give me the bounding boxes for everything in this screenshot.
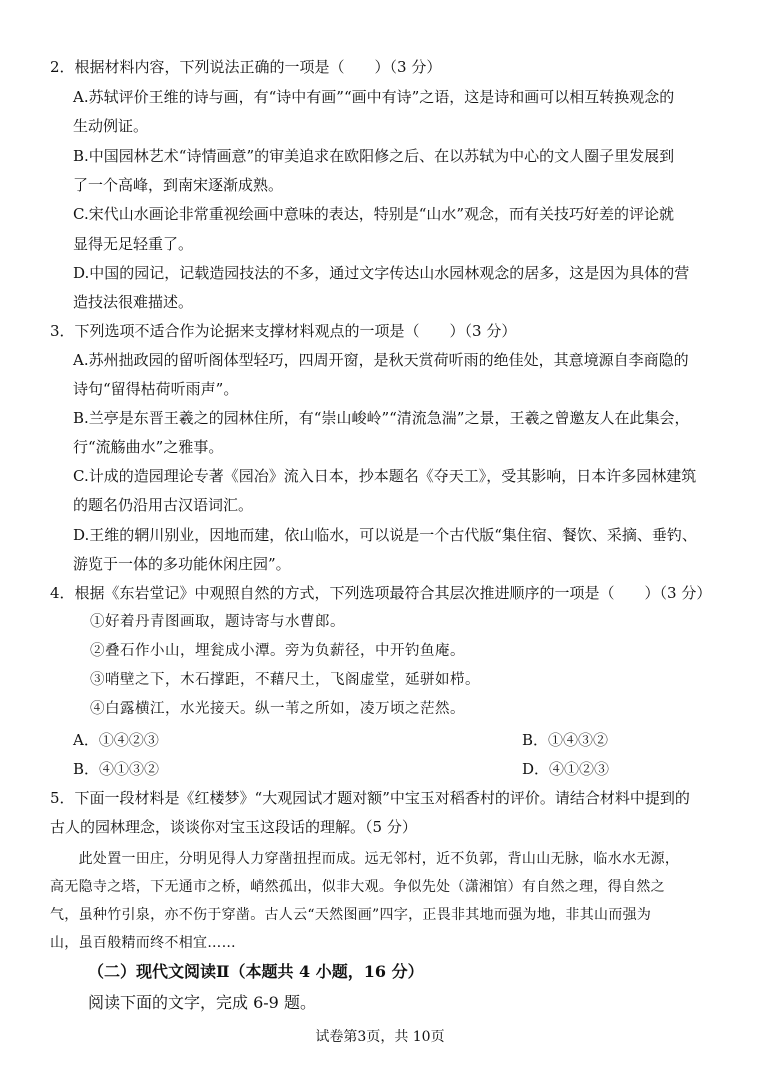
q3-stem: 3．下列选项不适合作为论据来支撑材料观点的一项是（ ）（3 分） <box>50 322 517 340</box>
q2-stem: 2．根据材料内容，下列说法正确的一项是（ ）（3 分） <box>50 58 442 76</box>
q2-option-a-line1: A.苏轼评价王维的诗与画，有“诗中有画”“画中有诗”之语，这是诗和画可以相互转换观念的 <box>73 88 675 106</box>
q2-option-d-line2: 造技法很难描述。 <box>73 293 194 311</box>
page-footer: 试卷第3页，共 10页 <box>315 1029 445 1045</box>
q4-option-b: B．①④③② <box>522 731 609 749</box>
q2-option-d-line1: D.中国的园记，记载造园技法的不多，通过文字传达山水园林观念的居多，这是因为具体的营 <box>73 264 690 282</box>
q4-stem: 4．根据《东岩堂记》中观照自然的方式，下列选项最符合其层次推进顺序的一项是（ ）（3 分） <box>50 584 712 602</box>
section-intro: 阅读下面的文字，完成 6-9 题。 <box>88 993 316 1012</box>
q2-option-c-line2: 显得无足轻重了。 <box>73 235 194 253</box>
q5-passage-line2: 高无隐寺之塔，下无通市之桥，峭然孤出，似非大观。争似先处（潇湘馆）有自然之理，得自然之 <box>50 879 665 895</box>
q4-sentence-2: ②叠石作小山，埋瓮成小潭。旁为负薪径，中开钓鱼庵。 <box>90 643 465 659</box>
q3-option-d-line2: 游览于一体的多功能休闲庄园”。 <box>73 555 291 573</box>
q2-option-b-line1: B.中国园林艺术“诗情画意”的审美追求在欧阳修之后、在以苏轼为中心的文人圈子里发展到 <box>73 147 675 165</box>
q2-option-c-line1: C.宋代山水画论非常重视绘画中意味的表达，特别是“山水”观念，而有关技巧好差的评论就 <box>73 205 675 223</box>
q3-option-d-line1: D.王维的辋川别业，因地而建，依山临水，可以说是一个古代版“集住宿、餐饮、采摘、垂钓、 <box>73 526 697 544</box>
q4-sentence-1: ①好着丹青图画取，题诗寄与水曹郎。 <box>90 614 345 630</box>
section-heading: （二）现代文阅读Ⅱ（本题共 4 小题，16 分） <box>88 962 424 981</box>
q4-sentence-4: ④白露横江，水光接天。纵一苇之所如，凌万顷之茫然。 <box>90 701 465 717</box>
q5-passage-line1: 此处置一田庄，分明见得人力穿凿扭捏而成。远无邻村，近不负郭，背山山无脉，临水水无源， <box>50 851 680 867</box>
q4-sentence-3: ③哨壁之下，木石撑距，不藉尺土，飞阁虚堂，延骈如栉。 <box>90 672 480 688</box>
q4-option-c: B．④①③② <box>73 760 160 778</box>
q3-option-a-line1: A.苏州拙政园的留听阁体型轻巧，四周开窗，是秋天赏荷听雨的绝佳处，其意境源自李商隐的 <box>73 351 689 369</box>
q3-option-b-line2: 行“流觞曲水”之雅事。 <box>73 438 224 456</box>
q5-stem-line2: 古人的园林理念，谈谈你对宝玉这段话的理解。（5 分） <box>50 818 417 836</box>
q2-option-b-line2: 了一个高峰，到南宋逐渐成熟。 <box>73 176 284 194</box>
q4-option-a: A．①④②③ <box>73 731 159 749</box>
q5-passage-line3: 气，虽种竹引泉，亦不伤于穿凿。古人云“天然图画”四字，正畏非其地而强为地，非其山而强为 <box>50 907 652 923</box>
q3-option-c-line1: C.计成的造园理论专著《园冶》流入日本，抄本题名《夺天工》，受其影响，日本许多园林建筑 <box>73 467 697 485</box>
q5-stem-line1: 5．下面一段材料是《红楼梦》“大观园试才题对额”中宝玉对稻香村的评价。请结合材料中提到的 <box>50 789 690 807</box>
q4-option-d: D．④①②③ <box>522 760 610 778</box>
q5-passage-line4: 山，虽百般精而终不相宜…… <box>50 935 236 951</box>
q3-option-a-line2: 诗句“留得枯荷听雨声”。 <box>73 380 239 398</box>
q3-option-c-line2: 的题名仍沿用古汉语词汇。 <box>73 496 254 514</box>
q2-option-a-line2: 生动例证。 <box>73 117 149 135</box>
q3-option-b-line1: B.兰亭是东晋王羲之的园林住所，有“崇山峻岭”“清流急湍”之景，王羲之曾邀友人在此集会， <box>73 409 690 427</box>
